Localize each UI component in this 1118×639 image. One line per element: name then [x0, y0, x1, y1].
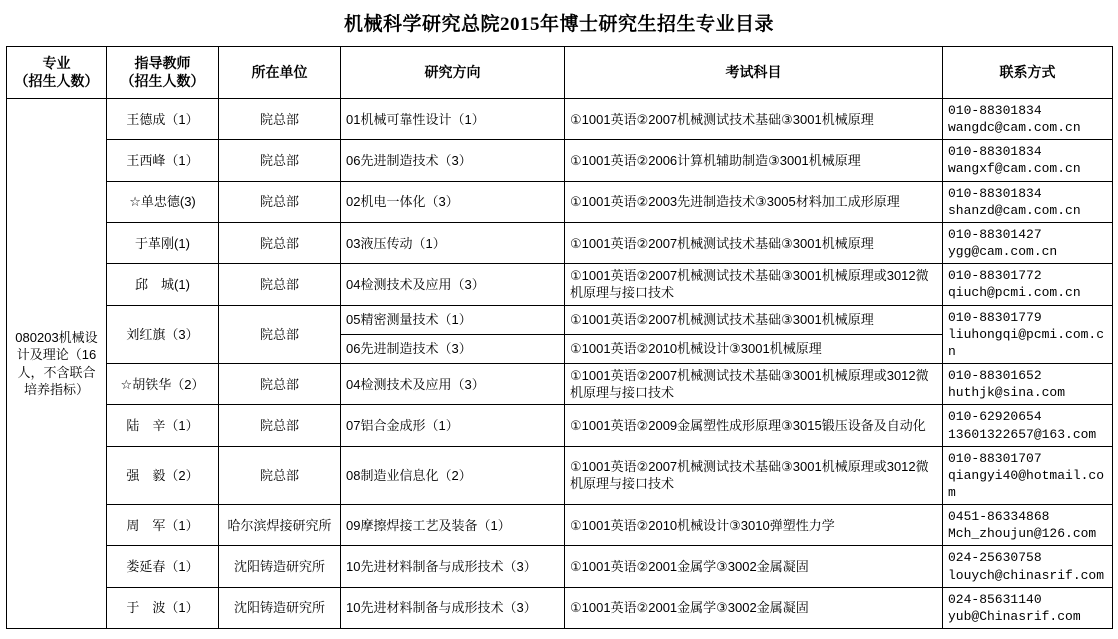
unit-cell: 沈阳铸造研究所	[219, 546, 341, 587]
table-row	[7, 181, 1113, 222]
contact-phone: 010-88301427	[948, 226, 1042, 242]
contact-phone: 0451-86334868	[948, 509, 1050, 525]
contact-email: qiangyi40@hotmail.com	[948, 467, 1105, 500]
contact-email: 13601322657@163.com	[948, 426, 1097, 442]
unit-cell: 院总部	[219, 181, 341, 222]
teacher-cell: 于革刚(1)	[107, 222, 219, 263]
contact-email: qiuch@pcmi.com.cn	[948, 285, 1081, 301]
contact-email: louych@chinasrif.com	[948, 567, 1105, 583]
direction-cell: 02机电一体化（3）	[341, 181, 565, 222]
contact-phone: 010-62920654	[948, 409, 1042, 425]
exam-cell: ①1001英语②2009金属塑性成形原理③3015锻压设备及自动化	[565, 405, 943, 446]
table-row	[7, 405, 1113, 446]
contact-cell	[943, 587, 1113, 628]
contact-email: wangxf@cam.com.cn	[948, 161, 1081, 177]
exam-cell: ①1001英语②2007机械测试技术基础③3001机械原理或3012微机原理与接口技术	[565, 446, 943, 504]
exam-cell: ①1001英语②2007机械测试技术基础③3001机械原理	[565, 305, 943, 334]
direction-cell: 08制造业信息化（2）	[341, 446, 565, 504]
unit-cell: 院总部	[219, 446, 341, 504]
contact-cell	[943, 505, 1113, 546]
contact-email: Mch_zhoujun@126.com	[948, 526, 1097, 542]
teacher-cell: 强 毅（2）	[107, 446, 219, 504]
contact-cell	[943, 181, 1113, 222]
direction-cell: 06先进制造技术（3）	[341, 140, 565, 181]
teacher-cell: 王德成（1）	[107, 99, 219, 140]
admission-catalog-table	[6, 46, 1113, 629]
contact-cell	[943, 405, 1113, 446]
direction-cell: 05精密测量技术（1）	[341, 305, 565, 334]
unit-cell: 院总部	[219, 264, 341, 305]
direction-cell: 01机械可靠性设计（1）	[341, 99, 565, 140]
table-row	[7, 364, 1113, 405]
column-header-teacher	[107, 47, 219, 99]
exam-cell: ①1001英语②2007机械测试技术基础③3001机械原理	[565, 99, 943, 140]
column-header-major-line1: 专业	[42, 55, 71, 71]
table-row	[7, 546, 1113, 587]
direction-cell: 03液压传动（1）	[341, 222, 565, 263]
unit-cell: 院总部	[219, 99, 341, 140]
column-header-teacher-line1: 指导教师	[134, 55, 191, 71]
teacher-cell: 周 军（1）	[107, 505, 219, 546]
direction-cell: 09摩擦焊接工艺及装备（1）	[341, 505, 565, 546]
teacher-cell: 于 波（1）	[107, 587, 219, 628]
table-row	[7, 587, 1113, 628]
contact-phone: 024-25630758	[948, 550, 1042, 566]
column-header-exam: 考试科目	[565, 47, 943, 99]
column-header-teacher-line2: （招生人数）	[120, 72, 205, 89]
contact-cell	[943, 364, 1113, 405]
teacher-cell: 娄延春（1）	[107, 546, 219, 587]
contact-email: yub@Chinasrif.com	[948, 608, 1081, 624]
teacher-cell: ☆胡铁华（2）	[107, 364, 219, 405]
contact-cell	[943, 140, 1113, 181]
contact-email: liuhongqi@pcmi.com.cn	[948, 326, 1105, 359]
table-header	[7, 47, 1113, 99]
direction-cell: 04检测技术及应用（3）	[341, 364, 565, 405]
unit-cell: 院总部	[219, 364, 341, 405]
contact-cell	[943, 264, 1113, 305]
exam-cell: ①1001英语②2001金属学③3002金属凝固	[565, 587, 943, 628]
contact-phone: 024-85631140	[948, 591, 1042, 607]
contact-phone: 010-88301652	[948, 368, 1042, 384]
unit-cell: 沈阳铸造研究所	[219, 587, 341, 628]
contact-email: wangdc@cam.com.cn	[948, 120, 1081, 136]
table-row	[7, 140, 1113, 181]
contact-phone: 010-88301834	[948, 144, 1042, 160]
teacher-cell: 王西峰（1）	[107, 140, 219, 181]
unit-cell: 哈尔滨焊接研究所	[219, 505, 341, 546]
exam-cell: ①1001英语②2007机械测试技术基础③3001机械原理	[565, 222, 943, 263]
direction-cell: 10先进材料制备与成形技术（3）	[341, 587, 565, 628]
table-row	[7, 505, 1113, 546]
contact-phone: 010-88301707	[948, 450, 1042, 466]
exam-cell: ①1001英语②2010机械设计③3010弹塑性力学	[565, 505, 943, 546]
contact-email: shanzd@cam.com.cn	[948, 202, 1081, 218]
table-row	[7, 99, 1113, 140]
contact-cell	[943, 546, 1113, 587]
contact-phone: 010-88301834	[948, 103, 1042, 118]
table-row	[7, 222, 1113, 263]
major-cell: 080203机械设计及理论（16人，不含联合培养指标）	[7, 99, 107, 629]
table-body	[7, 99, 1113, 629]
direction-cell: 06先进制造技术（3）	[341, 334, 565, 363]
teacher-cell: 陆 辛（1）	[107, 405, 219, 446]
teacher-cell: 刘红旗（3）	[107, 305, 219, 363]
contact-phone: 010-88301779	[948, 309, 1042, 325]
contact-email: huthjk@sina.com	[948, 385, 1066, 401]
table-header-row	[7, 47, 1113, 99]
contact-cell	[943, 222, 1113, 263]
teacher-cell: ☆单忠德(3)	[107, 181, 219, 222]
contact-cell	[943, 305, 1113, 363]
contact-cell	[943, 446, 1113, 504]
contact-email: ygg@cam.com.cn	[948, 244, 1058, 260]
exam-cell: ①1001英语②2001金属学③3002金属凝固	[565, 546, 943, 587]
table-row	[7, 305, 1113, 334]
column-header-direction: 研究方向	[341, 47, 565, 99]
unit-cell: 院总部	[219, 305, 341, 363]
column-header-major	[7, 47, 107, 99]
table-row	[7, 264, 1113, 305]
exam-cell: ①1001英语②2007机械测试技术基础③3001机械原理或3012微机原理与接口技术	[565, 264, 943, 305]
teacher-cell: 邱 城(1)	[107, 264, 219, 305]
unit-cell: 院总部	[219, 222, 341, 263]
direction-cell: 07铝合金成形（1）	[341, 405, 565, 446]
column-header-contact: 联系方式	[943, 47, 1113, 99]
exam-cell: ①1001英语②2010机械设计③3001机械原理	[565, 334, 943, 363]
column-header-unit: 所在单位	[219, 47, 341, 99]
contact-phone: 010-88301834	[948, 185, 1042, 201]
contact-cell	[943, 99, 1113, 140]
contact-phone: 010-88301772	[948, 268, 1042, 284]
direction-cell: 04检测技术及应用（3）	[341, 264, 565, 305]
exam-cell: ①1001英语②2003先进制造技术③3005材料加工成形原理	[565, 181, 943, 222]
unit-cell: 院总部	[219, 405, 341, 446]
column-header-major-line2: （招生人数）	[14, 72, 99, 89]
page-title: 机械科学研究总院2015年博士研究生招生专业目录	[343, 14, 774, 35]
direction-cell: 10先进材料制备与成形技术（3）	[341, 546, 565, 587]
unit-cell: 院总部	[219, 140, 341, 181]
exam-cell: ①1001英语②2007机械测试技术基础③3001机械原理或3012微机原理与接口技术	[565, 364, 943, 405]
exam-cell: ①1001英语②2006计算机辅助制造③3001机械原理	[565, 140, 943, 181]
table-row	[7, 446, 1113, 504]
